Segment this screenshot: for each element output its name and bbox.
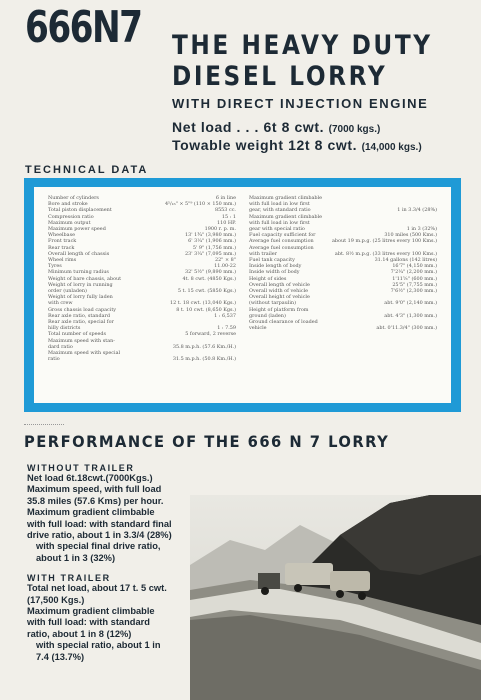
spec-value: 1900 r. p. m. xyxy=(204,226,236,233)
spec-label: Height of sides xyxy=(249,275,287,282)
spec-value: 1'11⅝" (600 mm.) xyxy=(392,275,437,282)
spec-value: 1 in 3 (32%) xyxy=(406,226,437,233)
headline-line-2: DIESEL LORRY xyxy=(172,61,388,92)
spec-value: 12 t. 18 cwt. (13,040 Kgs.) xyxy=(170,300,236,307)
spec-value: abt. 4'3" (1,300 mm.) xyxy=(384,312,437,319)
towable-kgs: (14,000 kgs.) xyxy=(361,142,422,153)
spec-value: about 19 m.p.g. (25 litres every 100 Kms.) xyxy=(332,238,437,245)
performance-text xyxy=(27,460,175,663)
spec-label: Inside width of body xyxy=(249,269,300,276)
spacer xyxy=(27,564,175,570)
spec-label: Average fuel consumption xyxy=(249,244,314,251)
spec-label: Maximum gradient climbable xyxy=(249,213,323,220)
spec-value: 7'2¼" (2,200 mm.) xyxy=(390,269,437,276)
spec-value: 4t. 8 cwt. (4850 Kgs.) xyxy=(182,275,236,282)
technical-data-title: TECHNICAL DATA xyxy=(25,164,149,176)
spec-value: 1 in 3.3/4 (28%) xyxy=(397,207,437,214)
towable-weight xyxy=(172,137,422,153)
spec-value: 6' 3¼" (1,906 mm.) xyxy=(188,238,236,245)
spec-value: 1 : 6,537 xyxy=(214,312,236,319)
spec-label: with full load in low first xyxy=(249,219,310,226)
spec-label: Average fuel consumption xyxy=(249,238,314,245)
spec-value: 6 in line xyxy=(215,195,236,201)
spec-label: hilly districts xyxy=(48,325,81,332)
spec-value: 31.14 gallons (142 litres) xyxy=(374,257,437,264)
technical-data-frame xyxy=(24,178,461,412)
spec-value: 8 t. 10 cwt. (8,650 Kgs.) xyxy=(176,306,236,313)
with-trailer-heading: WITH TRAILER xyxy=(27,573,111,584)
spec-label: Rear track xyxy=(48,244,75,251)
model-number: 666N7 xyxy=(25,2,142,53)
net-load xyxy=(172,119,380,135)
wt-special-ratio: with special final drive ratio, about 1 in 3 (32%) xyxy=(36,541,161,563)
spec-label: Maximum output xyxy=(48,219,91,226)
spec-value: 5' 9" (1,756 mm.) xyxy=(192,244,236,251)
spec-label: Fuel tank capacity xyxy=(249,257,295,264)
divider xyxy=(24,424,64,425)
spec-value: 35.8 m.p.h. (57.6 Km./H.) xyxy=(172,343,236,350)
wt-gradient: Maximum gradient climbable with full load: with standard final drive ratio, about 1 in 3.3/4 (28%) xyxy=(27,507,172,541)
spec-value: 32' 5½" (9,890 mm.) xyxy=(185,269,236,276)
spec-label: Weight of lorry in running xyxy=(48,281,113,288)
spec-value: 4⁵/₁₆" × 5"⁹ (110 × 150 mm.) xyxy=(164,201,236,208)
spec-value: abt. 9'0" (2,140 mm.) xyxy=(384,300,437,307)
spec-label: Overall width of vehicle xyxy=(249,288,309,295)
spec-value: 22" × 8" xyxy=(214,257,236,264)
spec-label: ground (laden) xyxy=(249,312,286,319)
spec-row xyxy=(48,356,236,362)
wt-max-speed: Maximum speed, with full load 35.8 miles (57.6 Kms) per hour. xyxy=(27,484,164,506)
spec-value: 11.00-22 xyxy=(214,263,236,270)
wt-net-load: Net load 6t.18cwt.(7000Kgs.) xyxy=(27,473,153,483)
net-load-label: Net load . . . 6t 8 cwt. xyxy=(172,119,325,135)
spec-value: 23' 3¼" (7,095 mm.) xyxy=(185,250,236,257)
spec-label: gear with special ratio xyxy=(249,226,305,233)
spec-label: Compression ratio xyxy=(48,213,94,220)
spec-label: Wheelbase xyxy=(48,232,75,239)
spec-value: 7'6½" (2,300 mm.) xyxy=(390,288,437,295)
spec-label: Front track xyxy=(48,238,77,245)
spec-label: vehicle xyxy=(249,325,267,332)
spec-value: 25'5" (7,755 mm.) xyxy=(392,281,437,288)
spec-column-right xyxy=(249,195,437,395)
spec-label: Maximum speed with special xyxy=(48,350,121,357)
t-special-ratio: with special ratio, about 1 in 7.4 (13.7%) xyxy=(36,640,161,662)
towable-label: Towable weight 12t 8 cwt. xyxy=(172,137,358,153)
spec-label: Wheel rims xyxy=(48,257,77,264)
spec-value: 5 forward, 2 reverse xyxy=(185,331,236,338)
spec-label: Maximum power speed xyxy=(48,226,106,233)
spec-value: 110 HP. xyxy=(216,219,236,226)
spec-label: Overall length of vehicle xyxy=(249,281,310,288)
spec-value: 1 : 7.59 xyxy=(217,325,236,332)
spec-label: Maximum speed with stan- xyxy=(48,337,115,344)
spec-value: 31.5 m.p.h. (50.8 Km./H.) xyxy=(172,356,236,363)
spec-label: Weight of bare chassis, about xyxy=(48,275,122,282)
spec-value: abt. 8½ m.p.g. (33 litres every 100 Kms.) xyxy=(334,250,437,257)
subhead: WITH DIRECT INJECTION ENGINE xyxy=(172,96,429,111)
spec-column-left xyxy=(48,195,236,395)
spec-label: Rear axle ratio, standard xyxy=(48,312,110,319)
headline-line-1: THE HEAVY DUTY xyxy=(172,30,433,61)
spec-label: with trailer xyxy=(249,250,277,257)
spec-label: Overall height of vehicle xyxy=(249,294,310,301)
spec-label: ratio xyxy=(48,356,60,363)
spec-value: 16'7" (4,150 mm.) xyxy=(392,263,437,270)
spec-label: dard ratio xyxy=(48,343,73,350)
spec-value: 8553 cc. xyxy=(214,207,236,214)
spec-value: 13' 1¾" (3,980 mm.) xyxy=(185,232,236,239)
spec-value: 15 : 1 xyxy=(221,213,236,220)
headline xyxy=(172,30,433,92)
spec-label: Number of cylinders xyxy=(48,195,99,201)
spec-label: Rear axle ratio, special for xyxy=(48,319,114,326)
spec-label: (without tarpaulin) xyxy=(249,300,296,307)
spec-row xyxy=(249,325,437,331)
mountain-road-illustration xyxy=(190,495,481,700)
spec-label: Gross chassis load capacity xyxy=(48,306,117,313)
spec-label: Inside length of body xyxy=(249,263,302,270)
t-net-load: Total net load, about 17 t. 5 cwt. (17,500 Kgs.) xyxy=(27,583,167,605)
spec-label: with full load in low first xyxy=(249,201,310,208)
spec-label: with crew xyxy=(48,300,73,307)
spec-label: Maximum gradient climbable xyxy=(249,195,323,201)
lorry-photo xyxy=(190,495,481,700)
spec-label: Weight of lorry fully laden xyxy=(48,294,113,301)
spec-label: Total number of speeds xyxy=(48,331,107,338)
net-load-kgs: (7000 kgs.) xyxy=(328,124,381,135)
performance-title: PERFORMANCE OF THE 666 N 7 LORRY xyxy=(24,432,390,451)
without-trailer-heading: WITHOUT TRAILER xyxy=(27,463,135,473)
t-gradient: Maximum gradient climbable with full load: with standard ratio, about 1 in 8 (12%) xyxy=(27,606,155,639)
spec-label: Fuel capacity sufficient for xyxy=(249,232,316,239)
spec-label: Total piston displacement xyxy=(48,207,112,214)
technical-data-panel xyxy=(34,187,451,403)
spec-label: gear, with standard ratio xyxy=(249,207,311,214)
spec-value: abt. 0'11.3/4" (300 mm.) xyxy=(376,325,437,332)
spec-label: Height of platform from xyxy=(249,306,309,313)
spec-value: 310 miles (500 Kms.) xyxy=(384,232,437,239)
spec-label: Bore and stroke xyxy=(48,201,88,208)
spec-label: Minimum turning radius xyxy=(48,269,109,276)
spec-label: Overall length of chassis xyxy=(48,250,110,257)
spec-value: 5 t. 15 cwt. (5850 Kgs.) xyxy=(177,288,236,295)
spec-label: Tyres xyxy=(48,263,62,270)
spec-label: order (unladen) xyxy=(48,288,87,295)
spec-label: Ground clearance of loaded xyxy=(249,319,318,326)
